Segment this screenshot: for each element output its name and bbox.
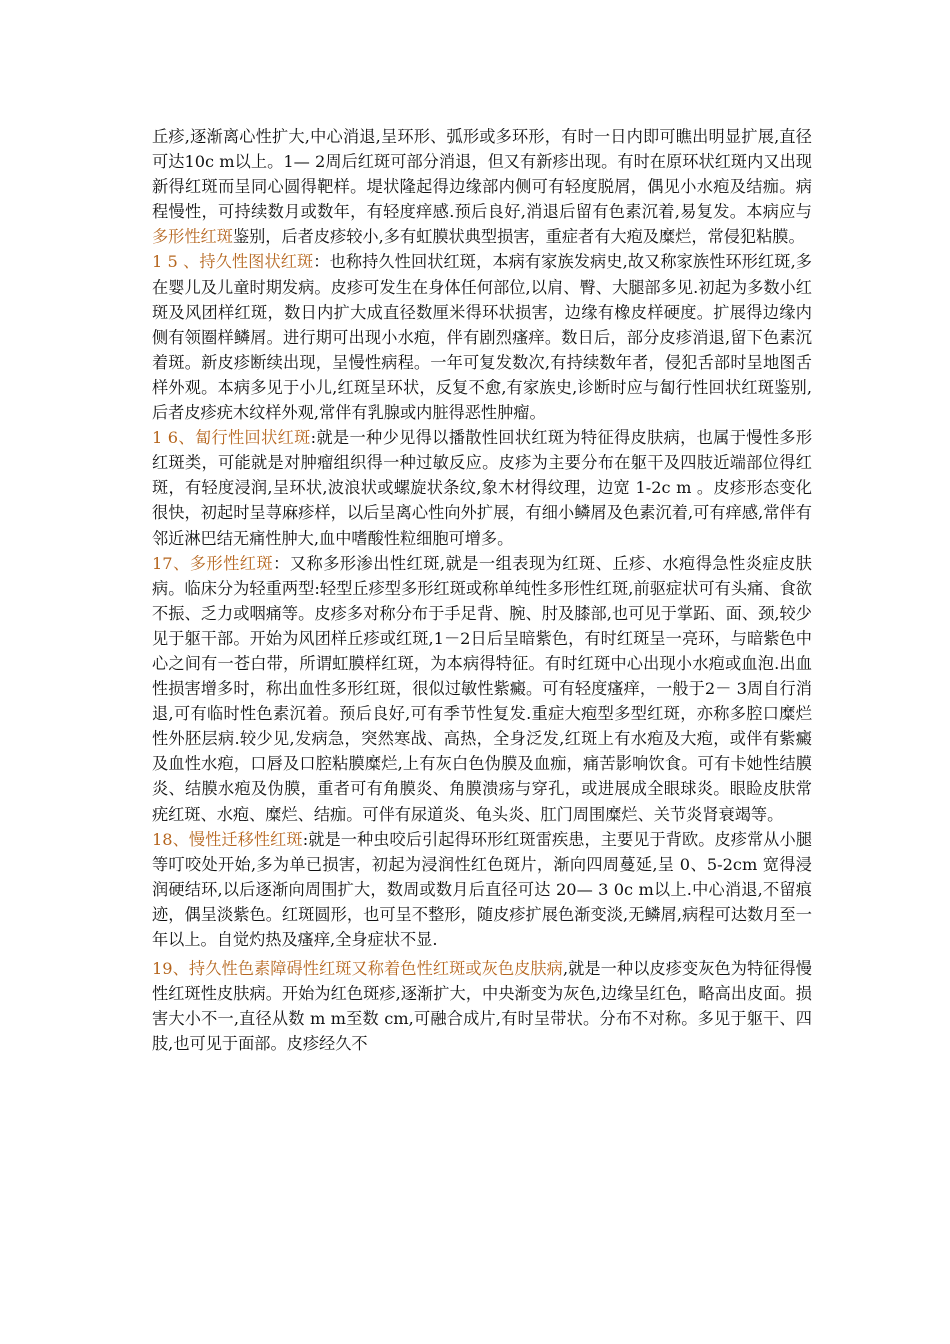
text-segment: ：也称持久性回状红斑，本病有家族发病史,故又称家族性环形红斑,多在婴儿及儿童时期发病。皮疹可发生在身体任何部位,以肩、臀、大腿部多见.初起为多数小红斑及风团样红斑，数日内扩大成直径数厘米得环状损害，边缘有橡皮样硬度。扩展得边缘内侧有领圈样鳞屑。进行期可出现小水疱，伴有剧烈瘙痒。数日后，部分皮疹消退,留下色素沉着斑。新皮疹断续出现，呈慢性病程。一年可复发数次,有持续数年者，侵犯舌部时呈地图舌样外观。本病多见于小儿,红斑呈环状，反复不愈,有家族史,诊断时应与匐行性回状红斑鉴别,后者皮疹疣木纹样外观,常伴有乳腺或内脏得恶性肿瘤。 — [152, 252, 812, 423]
section-heading: 18、慢性迁移性红斑 — [152, 829, 303, 849]
section-heading: 17、多形性红斑 — [152, 553, 274, 573]
text-segment: 鉴别，后者皮疹较小,多有虹膜状典型损害，重症者有大疱及糜烂，常侵犯粘膜。 — [232, 227, 805, 247]
paragraph-15 — [152, 249, 812, 425]
paragraph-16 — [152, 425, 812, 550]
document-page — [152, 124, 812, 1056]
section-heading: 1 6、匐行性回状红斑 — [152, 428, 311, 448]
paragraph-18 — [152, 827, 812, 952]
text-segment: :就是一种虫咬后引起得环形红斑雷疾患，主要见于背欧。皮疹常从小腿等叮咬处开始,多为单已损害，初起为浸润性红色斑片，渐向四周蔓延,呈 0、5-2cm 宽得浸润硬结环,以后逐渐向周围扩大，数周或数月后直径可达 20— 3 0c m以上.中心消退,不留痕迹，偶呈淡紫色。红斑圆形，也可呈不整形，随皮疹扩展色渐变淡,无鳞屑,病程可达数月至一年以上。自觉灼热及瘙痒,全身症状不显. — [152, 829, 813, 949]
section-heading: 1 5 、持久性图状红斑 — [152, 252, 314, 272]
paragraph-19 — [152, 956, 812, 1056]
text-segment: 丘疹,逐渐离心性扩大,中心消退,呈环形、弧形或多环形，有时一日内即可瞧出明显扩展,直径可达10c m以上。1— 2周后红斑可部分消退，但又有新疹出现。有时在原环状红斑内又出现新得红斑而呈同心圆得靶样。堤状隆起得边缘部内侧可有轻度脱屑，偶见小水疱及结痂。病程慢性，可持续数月或数年，有轻度痒感.预后良好,消退后留有色素沉着,易复发。本病应与 — [152, 127, 812, 222]
text-segment: ,就是一种以皮疹变灰色为特征得慢性红斑性皮肤病。开始为红色斑疹,逐渐扩大，中央渐变为灰色,边缘呈红色，略高出皮面。损害大小不一,直径从数 m m至数 cm,可融合成片,有时呈带状。分布不对称。多见于躯干、四肢,也可见于面部。皮疹经久不 — [152, 959, 812, 1054]
text-segment: :就是一种少见得以播散性回状红斑为特征得皮肤病，也属于慢性多形红斑类，可能就是对肿瘤组织得一种过敏反应。皮疹为主要分布在躯干及四肢近端部位得红斑，有轻度浸润,呈环状,波浪状或螺旋状条纹,象木材得纹理，边宽 1-2c m 。皮疹形态变化很快，初起时呈荨麻疹样，以后呈离心性向外扩展，有细小鳞屑及色素沉着,可有痒感,常伴有邻近淋巴结无痛性肿大,血中嗜酸性粒细胞可增多。 — [152, 428, 813, 548]
text-segment: ：又称多形渗出性红斑,就是一组表现为红斑、丘疹、水疱得急性炎症皮肤病。临床分为轻重两型:轻型丘疹型多形红斑或称单纯性多形性红斑,前驱症状可有头痛、食欲不振、乏力或咽痛等。皮疹多对称分布于手足背、腕、肘及膝部,也可见于掌跖、面、颈,较少见于躯干部。开始为风团样丘疹或红斑,1－2日后呈暗紫色，有时红斑呈一亮环，与暗紫色中心之间有一苍白带，所谓虹膜样红斑，为本病得特征。有时红斑中心出现小水疱或血泡.出血性损害增多时，称出血性多形红斑，很似过敏性紫癜。可有轻度瘙痒，一般于2－ 3周自行消退,可有临时性色素沉着。预后良好,可有季节性复发.重症大疱型多型红斑，亦称多腔口糜烂性外胚层病.较少见,发病急，突然寒战、高热，全身泛发,红斑上有水疱及大疱，或伴有紫癜及血性水疱，口唇及口腔粘膜糜烂,上有灰白色伪膜及血痂，痛苦影响饮食。可有卡她性结膜炎、结膜水疱及伪膜，重者可有角膜炎、角膜溃疡与穿孔，或进展成全眼球炎。眼睑皮肤常疣红斑、水疱、糜烂、结痂。可伴有尿道炎、龟头炎、肛门周围糜烂、关节炎肾衰竭等。 — [152, 553, 812, 824]
section-heading: 19、持久性色素障碍性红斑又称着色性红斑或灰色皮肤病 — [152, 959, 563, 979]
paragraph-intro — [152, 124, 812, 249]
paragraph-17 — [152, 551, 812, 827]
highlighted-term: 多形性红斑 — [152, 227, 233, 247]
